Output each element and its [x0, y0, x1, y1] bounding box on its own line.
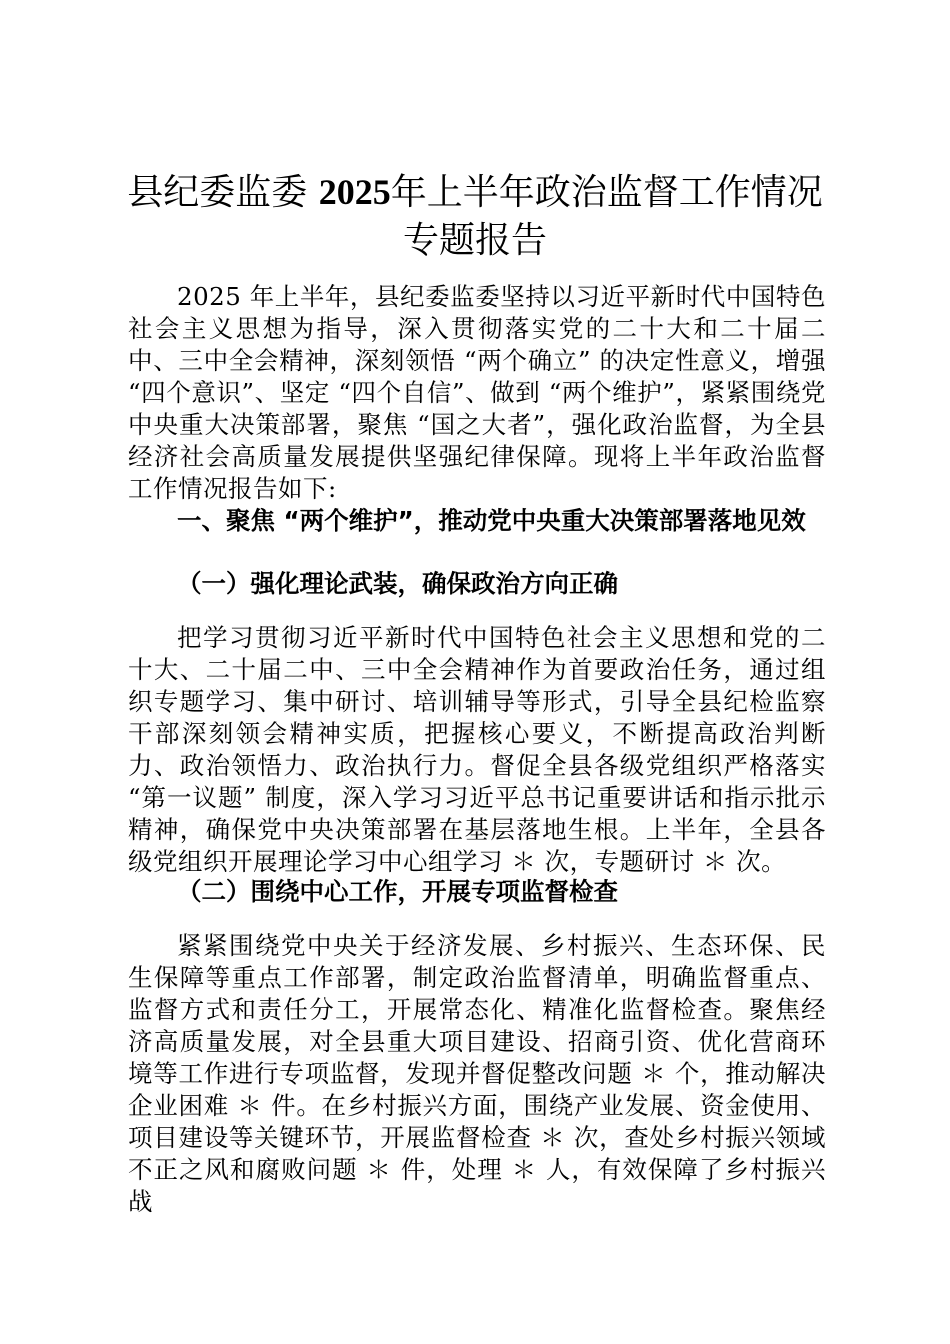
title-line2: 专题报告	[402, 220, 547, 261]
subsection2-body: 紧紧围绕党中央关于经济发展、乡村振兴、生态环保、民生保障等重点工作部署，制定政治监督清单，明确监督重点、监督方式和责任分工，开展常态化、精准化监督检查。聚焦经济高质量发展，对全县重大项目建设、招商引资、优化营商环境等工作进行专项监督，发现并督促整改问题 ＊ 个，推动解决企业困难 ＊ 件。在乡村振兴方面，围绕产业发展、资金使用、项目建设等关键环节，开展监督检查 ＊ 次，查处乡村振兴领域不正之风和腐败问题 ＊ 件，处理 ＊ 人，有效保障了乡村振兴战	[128, 931, 826, 1216]
document-title	[100, 168, 850, 265]
title-line1-pre: 县纪委监委	[127, 172, 308, 213]
subsection1-body: 把学习贯彻习近平新时代中国特色社会主义思想和党的二十大、二十届二中、三中全会精神作为首要政治任务，通过组织专题学习、集中研讨、培训辅导等形式，引导全县纪检监察干部深刻领会精神实质，把握核心要义，不断提高政治判断力、政治领悟力、政治执行力。督促全县各级党组织严格落实 “第一议题” 制度，深入学习习近平总书记重要讲话和指示批示精神，确保党中央决策部署在基层落地生根。上半年，全县各级党组织开展理论学习中心组学习 ＊ 次，专题研讨 ＊ 次。	[128, 623, 826, 876]
title-line1-year: 2025	[318, 172, 391, 212]
subsection1-heading: （一）强化理论武装，确保政治方向正确	[177, 569, 618, 598]
section1-heading: 一、聚焦 “两个维护”，推动党中央重大决策部署落地见效	[177, 506, 806, 535]
intro-paragraph: 2025 年上半年，县纪委监委坚持以习近平新时代中国特色社会主义思想为指导，深入贯彻落实党的二十大和二十届二中、三中全会精神，深刻领悟 “两个确立” 的决定性意义，增强 “四个意识”、坚定 “四个自信”、做到 “两个维护”，紧紧围绕党中央重大决策部署，聚焦 “国之大者”，强化政治监督，为全县经济社会高质量发展提供坚强纪律保障。现将上半年政治监督工作情况报告如下:	[128, 282, 826, 503]
title-line1-post: 年上半年政治监督工作情况	[390, 172, 823, 213]
subsection2-heading: （二）围绕中心工作，开展专项监督检查	[177, 877, 618, 906]
